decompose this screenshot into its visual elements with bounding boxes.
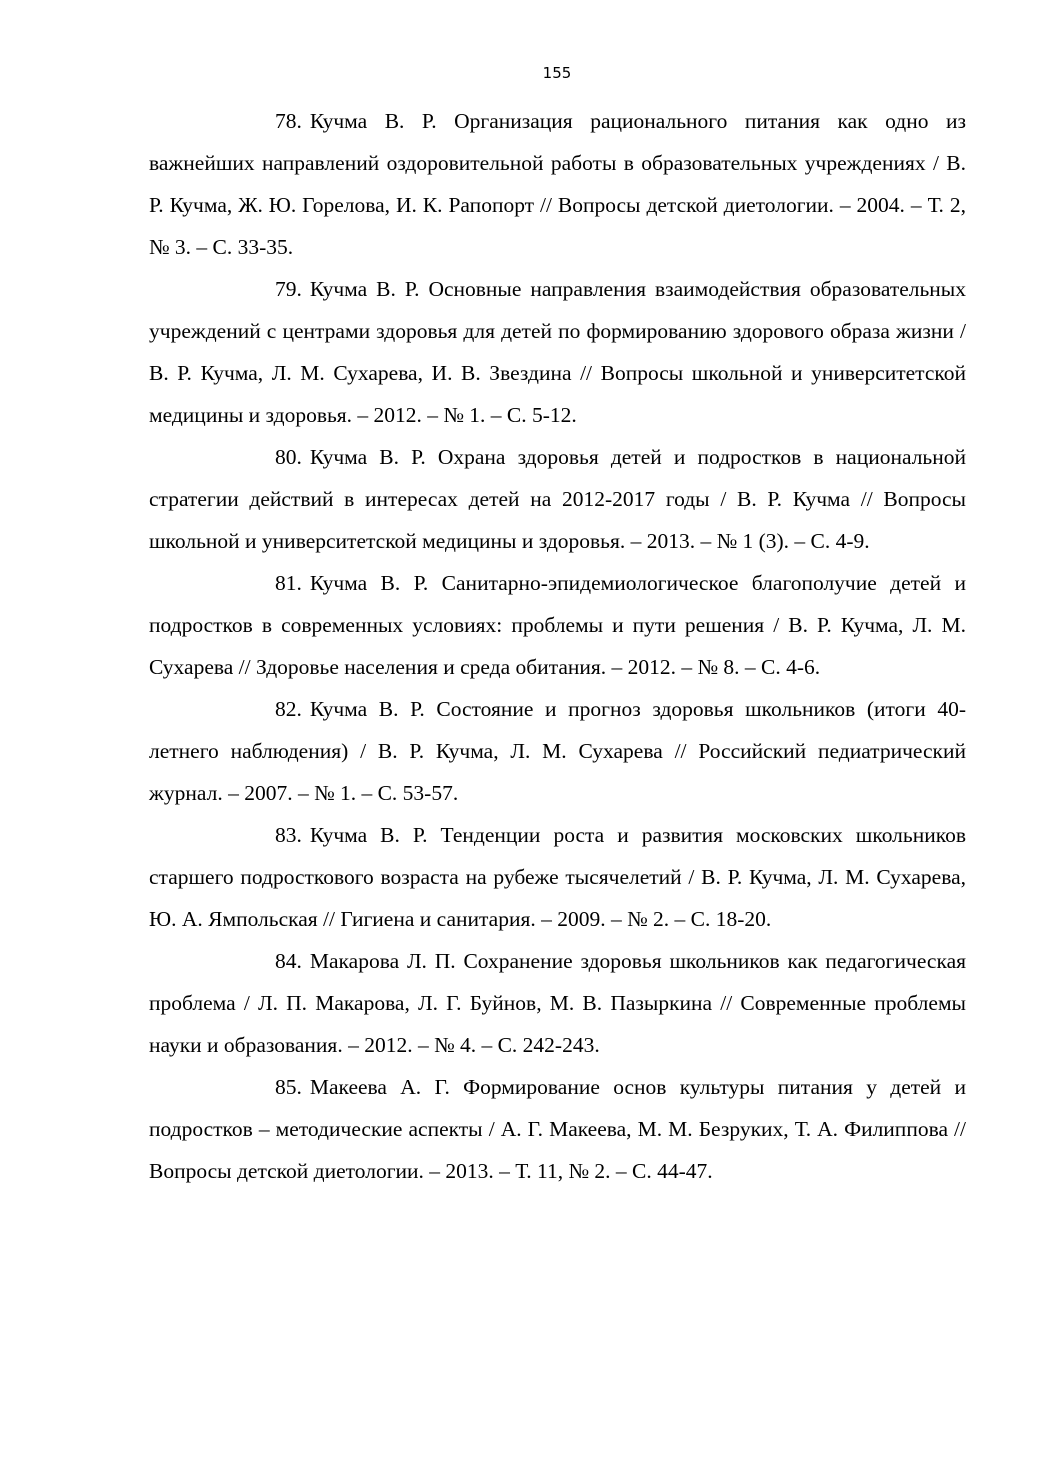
reference-item	[149, 268, 966, 436]
reference-item	[149, 1066, 966, 1192]
reference-list	[149, 100, 966, 1192]
reference-number: 79.	[275, 277, 302, 301]
reference-text: Кучма В. Р. Охрана здоровья детей и подростков в национальной стратегии действий в интересах детей на 2012-2017 годы / В. Р. Кучма // Вопросы школьной и университетской медицины и здоровья. – 2013. – № 1 (3). – С. 4-9.	[149, 445, 966, 553]
reference-number: 82.	[275, 697, 302, 721]
reference-text: Кучма В. Р. Санитарно-эпидемиологическое благополучие детей и подростков в современных условиях: проблемы и пути решения / В. Р. Кучма, Л. М. Сухарева // Здоровье населения и среда обитания. – 2012. – № 8. – С. 4-6.	[149, 571, 966, 679]
reference-text: Кучма В. Р. Организация рационального питания как одно из важнейших направлений оздоровительной работы в образовательных учреждениях / В. Р. Кучма, Ж. Ю. Горелова, И. К. Рапопорт // Вопросы детской диетологии. – 2004. – Т. 2, № 3. – С. 33-35.	[149, 109, 966, 259]
reference-item	[149, 688, 966, 814]
reference-number: 83.	[275, 823, 302, 847]
reference-item	[149, 940, 966, 1066]
reference-text: Кучма В. Р. Основные направления взаимодействия образовательных учреждений с центрами здоровья для детей по формированию здорового образа жизни / В. Р. Кучма, Л. М. Сухарева, И. В. Звездина // Вопросы школьной и университетской медицины и здоровья. – 2012. – № 1. – С. 5-12.	[149, 277, 966, 427]
reference-text: Макеева А. Г. Формирование основ культуры питания у детей и подростков – методические аспекты / А. Г. Макеева, М. М. Безруких, Т. А. Филиппова // Вопросы детской диетологии. – 2013. – Т. 11, № 2. – С. 44-47.	[149, 1075, 966, 1183]
reference-number: 85.	[275, 1075, 302, 1099]
reference-item	[149, 100, 966, 268]
reference-item	[149, 436, 966, 562]
reference-item	[149, 562, 966, 688]
reference-item	[149, 814, 966, 940]
reference-text: Кучма В. Р. Тенденции роста и развития московских школьников старшего подросткового возраста на рубеже тысячелетий / В. Р. Кучма, Л. М. Сухарева, Ю. А. Ямпольская // Гигиена и санитария. – 2009. – № 2. – С. 18-20.	[149, 823, 966, 931]
reference-number: 78.	[275, 109, 302, 133]
reference-number: 80.	[275, 445, 302, 469]
page-number: 155	[542, 64, 572, 82]
reference-text: Макарова Л. П. Сохранение здоровья школьников как педагогическая проблема / Л. П. Макарова, Л. Г. Буйнов, М. В. Пазыркина // Современные проблемы науки и образования. – 2012. – № 4. – С. 242-243.	[149, 949, 966, 1057]
reference-text: Кучма В. Р. Состояние и прогноз здоровья школьников (итоги 40-летнего наблюдения) / В. Р. Кучма, Л. М. Сухарева // Российский педиатрический журнал. – 2007. – № 1. – С. 53-57.	[149, 697, 966, 805]
reference-number: 84.	[275, 949, 302, 973]
reference-number: 81.	[275, 571, 302, 595]
